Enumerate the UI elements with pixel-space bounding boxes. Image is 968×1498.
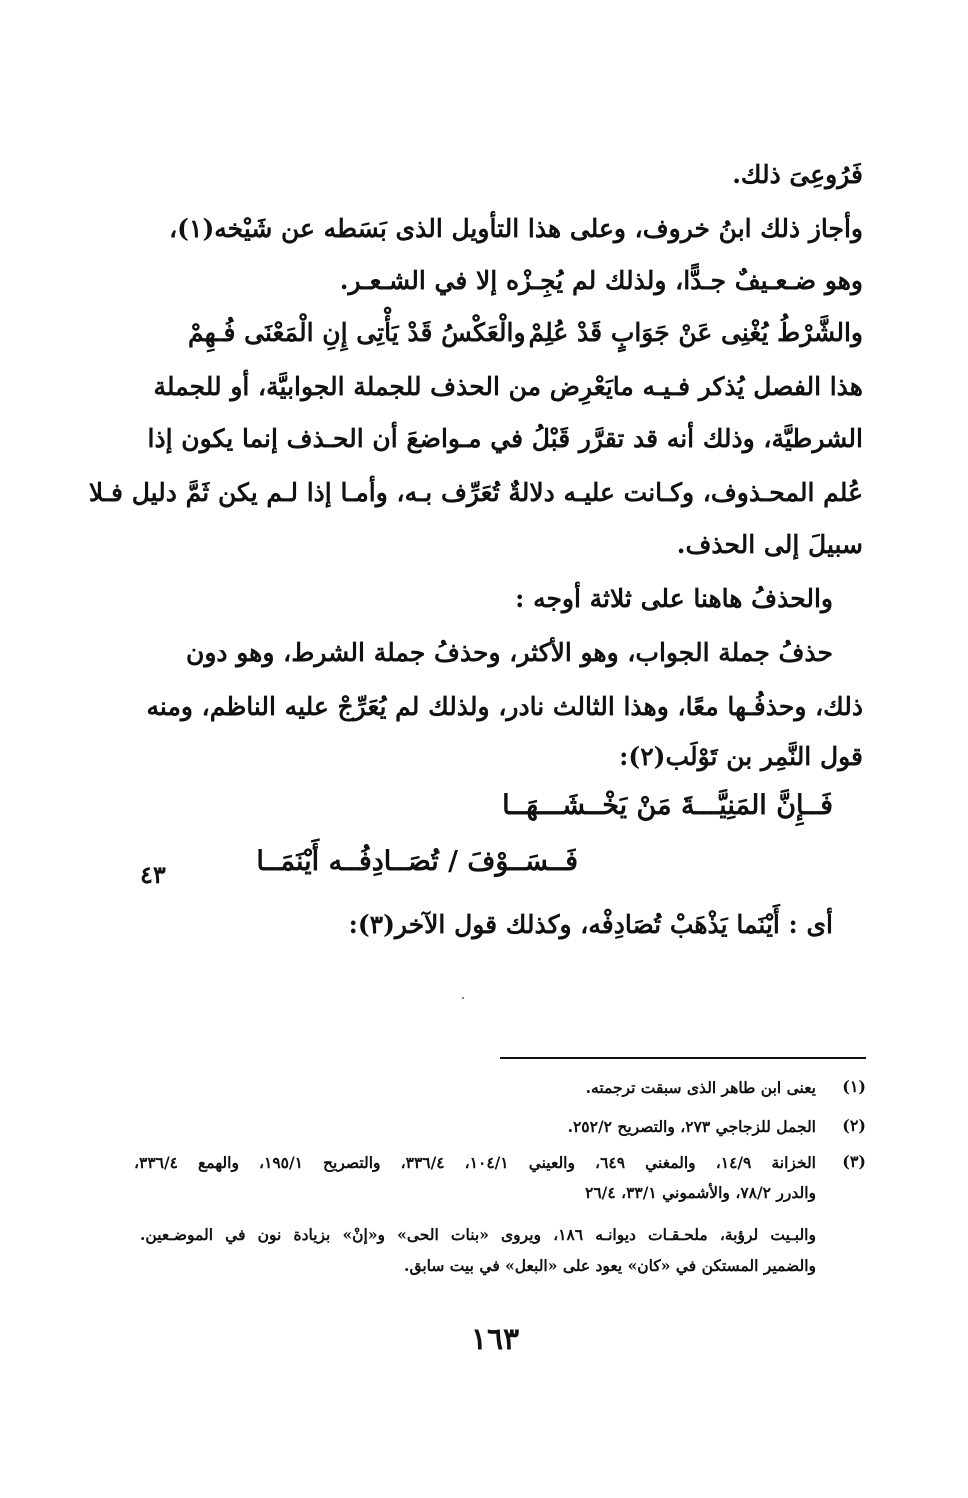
text-line: ذلك، وحذفُـها معًا، وهذا الثالث نادر، ولذلك لم يُعَرِّجْ عليه الناظم، ومنه	[146, 692, 863, 721]
footnote-separator	[500, 1057, 866, 1059]
footnote-number: (٣)	[842, 1152, 866, 1171]
footnote-number: (٢)	[842, 1116, 866, 1135]
text-line: هذا الفصل يُذكر فـيـه مايَعْرِض من الحذف للجملة الجوابيَّة، أو للجملة	[153, 372, 863, 401]
footnote-text: الخزانة ١٤/٩، والمغني ٦٤٩، والعيني ١٠٤/١، ٣٣٦/٤، والتصريح ١٩٥/١، والهمع ٣٣٦/٤،	[134, 1153, 816, 1172]
text-line: وهو ضـعـيفٌ جـدًّا، ولذلك لم يُجِـزْه إلا في الشـعـر.	[339, 266, 863, 295]
page-number: ١٦٣	[470, 1322, 520, 1357]
text-line: فَرُوعِىَ ذلك.	[732, 160, 863, 189]
text-line: عُلم المحـذوف، وكـانت عليـه دلالةٌ تُعَرِّف بـه، وأمـا إذا لـم يكن ثَمَّ دليل فـلا	[88, 478, 863, 507]
text-line: حذفُ جملة الجواب، وهو الأكثر، وحذفُ جملة الشرط، وهو دون	[186, 638, 833, 667]
print-speck	[462, 997, 464, 999]
footnote-number: (١)	[842, 1077, 866, 1096]
poem-line-first-hemistich: والشَّرْطُ يُغْنِى عَنْ جَوَابٍ قَدْ عُلِمْ	[528, 318, 863, 347]
footnote-text-continued: والدرر ٧٨/٢، والأشموني ٣٣/١، ٢٦/٤	[585, 1183, 816, 1202]
text-line: سبيلَ إلى الحذف.	[676, 530, 863, 559]
text-line: والحذفُ هاهنا على ثلاثة أوجه :	[515, 584, 833, 613]
poem-line-second-hemistich: والْعَكْسُ قَدْ يَأْتِى إِنِ الْمَعْنَى فُـهِمْ	[188, 318, 526, 347]
text-line: وأجاز ذلك ابنُ خروف، وعلى هذا التأويل الذى بَسَطه عن شَيْخه(١)،	[169, 214, 863, 243]
verse-second-hemistich: فَــسَــوْفَ / تُصَــادِفُــه أَيْنَمَــا	[256, 846, 578, 877]
margin-verse-number: ٤٣	[140, 860, 166, 889]
footnote-text: يعنى ابن طاهر الذى سبقت ترجمته.	[585, 1078, 816, 1097]
verse-first-hemistich: فَــإِنَّ المَنِيَّـــةَ مَنْ يَخْــشَـــهَــا	[502, 790, 833, 821]
footnote-text: الجمل للزجاجي ٢٧٣، والتصريح ٢٥٢/٢.	[567, 1117, 816, 1136]
text-line: الشرطيَّة، وذلك أنه قد تقرَّر قَبْلُ في مـواضعَ أن الحـذف إنما يكون إذا	[147, 424, 863, 453]
text-line: أى : أَيْنَما يَذْهَبْ تُصَادِفْه، وكذلك قول الآخر(٣):	[348, 910, 833, 939]
footnote-extra-line: والبـيت لرؤبة، ملحـقـات ديوانـه ١٨٦، ويروى «بنات الحى» و«إنْ» بزيادة نون في الموضـعين.	[140, 1225, 816, 1244]
text-line: قول النَّمِر بن تَوْلَب(٢):	[619, 742, 863, 771]
footnote-extra-line: والضمير المستكن في «كان» يعود على «البعل» في بيت سابق.	[404, 1256, 816, 1275]
